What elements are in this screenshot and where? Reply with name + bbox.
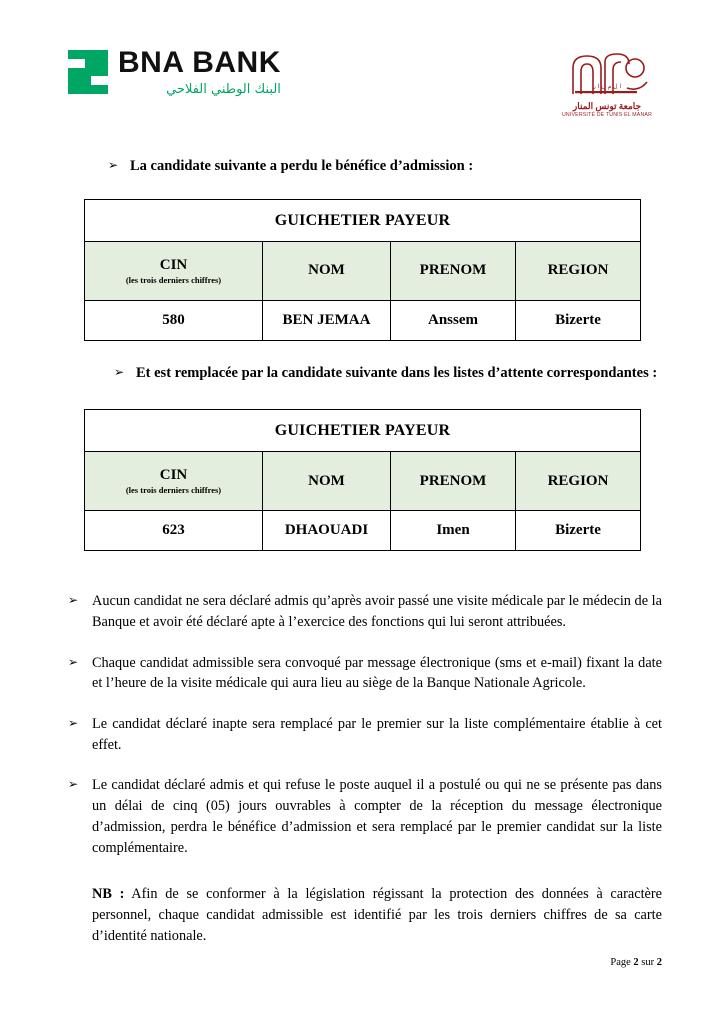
replacement-text: Et est remplacée par la candidate suivante dans les listes d’attente correspondantes : <box>136 364 658 381</box>
notes-section <box>0 591 724 946</box>
table1-row0-nom: BEN JEMAA <box>263 300 391 340</box>
bna-logo-text <box>118 48 281 96</box>
bullet-arrow-icon: ➢ <box>114 364 125 379</box>
table-title-row <box>85 199 641 241</box>
nb-label: NB : <box>92 886 125 903</box>
university-name-french: UNIVERSITÉ DE TUNIS EL MANAR <box>561 112 653 118</box>
svg-text:ا ل م ن ا ر: ا ل م ن ا ر <box>592 83 622 90</box>
bullet-arrow-icon: ➢ <box>68 654 79 669</box>
table-lost-admission <box>84 199 640 341</box>
table-title-row <box>85 410 641 452</box>
footer-total-pages: 2 <box>656 957 662 968</box>
page-footer <box>610 957 662 968</box>
replacement-section <box>0 363 724 384</box>
table2-header-cin-label: CIN <box>159 467 188 484</box>
table1-header-nom: NOM <box>263 241 391 300</box>
bna-bank-logo <box>68 48 281 96</box>
table2-header-region: REGION <box>516 452 641 511</box>
nb-note <box>92 884 662 946</box>
table2-row0-region: Bizerte <box>516 511 641 551</box>
note-text-1: Chaque candidat admissible sera convoqué par message électronique (sms et e-mail) fixant la date et l’heure de la visite médicale qui aura lieu au siège de la Banque Nationale Agricole. <box>92 654 662 692</box>
note-text-3: Le candidat déclaré admis et qui refuse le poste auquel il a postulé ou qui ne se présente pas dans un délai de cinq (05) jours ouvrables à compter de la réception du message électronique d’admission, perdra le bénéfice d’admission et sera remplacé par le premier candidat sur la liste complémentaire. <box>92 777 662 856</box>
table-replacement-candidate <box>84 409 640 551</box>
table2-header-nom: NOM <box>263 452 391 511</box>
table2-header-prenom: PRENOM <box>391 452 516 511</box>
intro-section <box>0 156 724 177</box>
table2-header-cin-sub: (les trois derniers chiffres) <box>125 485 222 496</box>
bna-logo-mark-icon <box>68 50 108 94</box>
list-item <box>68 775 662 858</box>
footer-middle: sur <box>638 957 657 968</box>
footer-current-page: 2 <box>633 957 639 968</box>
bullet-arrow-icon: ➢ <box>68 777 79 792</box>
table2-row0-cin: 623 <box>85 511 263 551</box>
bullet-arrow-icon: ➢ <box>68 716 79 731</box>
table1-header-cin-label: CIN <box>159 256 188 273</box>
note-text-2: Le candidat déclaré inapte sera remplacé par le premier sur la liste complémentaire établie à cet effet. <box>92 716 662 753</box>
table1-row0-cin: 580 <box>85 300 263 340</box>
bna-bank-name-arabic: البنك الوطني الفلاحي <box>166 82 281 97</box>
bna-bank-name: BNA BANK <box>118 46 281 79</box>
intro-bullet-row <box>68 156 662 177</box>
table1-header-region: REGION <box>516 241 641 300</box>
table2-row0-prenom: Imen <box>391 511 516 551</box>
note-text-0: Aucun candidat ne sera déclaré admis qu’après avoir passé une visite médicale par le médecin de la Banque et avoir été déclaré apte à l’exercice des fonctions qui lui seront attribuées. <box>92 593 662 630</box>
list-item <box>68 653 662 694</box>
table2-title: GUICHETIER PAYEUR <box>85 410 641 452</box>
table2-row0-nom: DHAOUADI <box>263 511 391 551</box>
table1-title: GUICHETIER PAYEUR <box>85 199 641 241</box>
table1-row0-region: Bizerte <box>516 300 641 340</box>
table-header-row <box>85 241 641 300</box>
university-logo <box>552 48 662 118</box>
table2-header-cin <box>85 452 263 511</box>
table-row <box>85 300 641 340</box>
table1-header-cin <box>85 241 263 300</box>
university-name-arabic: جامعة تونس المنار <box>572 101 642 111</box>
replacement-bullet-row <box>68 363 662 384</box>
table1-header-cin-sub: (les trois derniers chiffres) <box>125 274 222 285</box>
table1-row0-prenom: Anssem <box>391 300 516 340</box>
list-item <box>68 714 662 755</box>
document-header <box>0 0 724 118</box>
table1-header-prenom: PRENOM <box>391 241 516 300</box>
bullet-arrow-icon: ➢ <box>108 158 119 172</box>
university-emblem-icon <box>561 48 653 100</box>
list-item <box>68 591 662 632</box>
table-row <box>85 511 641 551</box>
footer-prefix: Page <box>610 957 634 968</box>
intro-text: La candidate suivante a perdu le bénéfice d’admission : <box>130 158 474 174</box>
table-header-row <box>85 452 641 511</box>
nb-text: Afin de se conformer à la législation régissant la protection des données à caractère personnel, chaque candidat admissible est identifié par les trois derniers chiffres de sa carte d’identité nationale. <box>92 886 663 944</box>
bullet-arrow-icon: ➢ <box>68 593 79 608</box>
